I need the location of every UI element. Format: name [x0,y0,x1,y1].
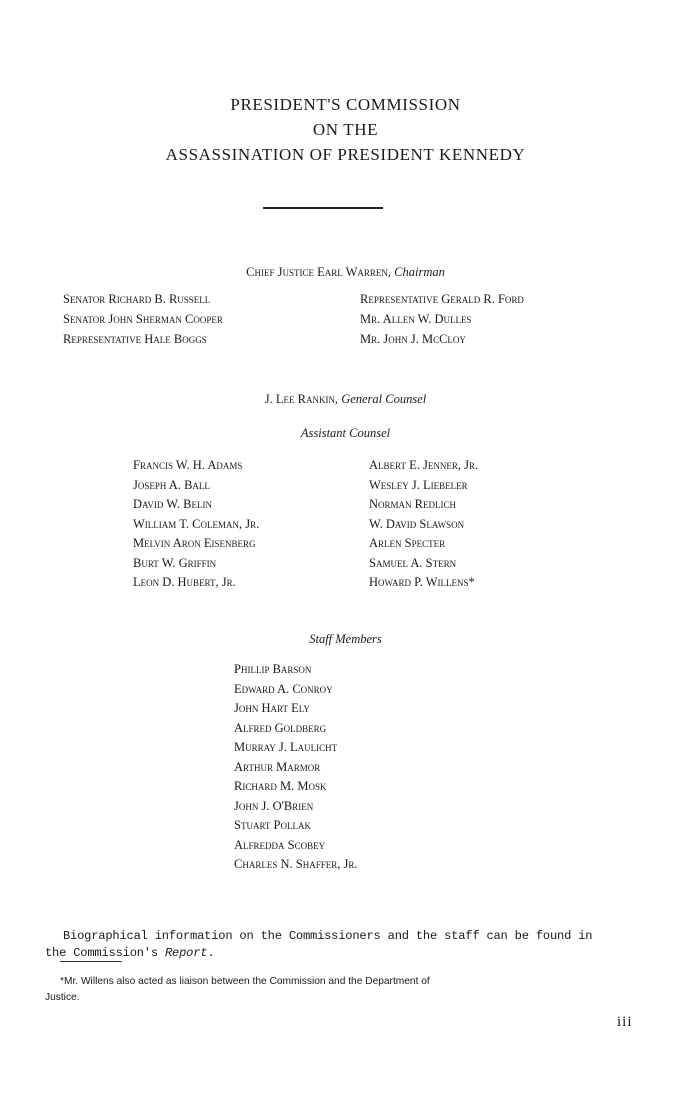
assistant-counsel-name: Samuel A. Stern [369,555,457,570]
commissioner-name: Representative Gerald R. Ford [360,292,524,306]
assistant-counsel-left [133,456,259,593]
staff-member: Stuart Pollak [234,818,311,832]
staff-member: Arthur Marmor [234,759,321,774]
staff-member: Alfred Goldberg [234,720,327,735]
assistant-counsel-name: William T. Coleman, Jr. [133,516,260,531]
commissioner-name: Representative Hale Boggs [63,332,207,347]
staff-member: Alfredda Scobey [234,837,326,852]
commissioner-name: Senator Richard B. Russell [63,292,211,306]
title-rule [263,207,383,209]
general-counsel-line [0,390,691,408]
biographical-line-1: Biographical information on the Commissioners and the staff can be found in [63,929,593,943]
biographical-line-2 [45,946,214,960]
staff-member: John J. O'Brien [234,798,314,813]
assistant-counsel-name: Melvin Aron Eisenberg [133,536,256,550]
commissioner-name: Mr. Allen W. Dulles [360,312,472,327]
assistant-counsel-right [369,456,478,593]
assistant-counsel-name: Leon D. Hubert, Jr. [133,575,236,589]
staff-member: Edward A. Conroy [234,681,333,696]
assistant-counsel-name: Albert E. Jenner, Jr. [369,458,479,472]
page-number: iii [617,1014,633,1030]
staff-member: John Hart Ely [234,701,310,715]
staff-member: Richard M. Mosk [234,779,327,793]
chairman-line [0,263,691,281]
commissioner-name: Mr. John J. McCloy [360,332,466,347]
staff-list [234,660,357,875]
biographical-suffix: . [207,946,215,960]
assistant-counsel-name: Burt W. Griffin [133,555,217,570]
staff-member: Murray J. Laulicht [234,740,338,754]
assistant-counsel-name: Norman Redlich [369,497,456,511]
staff-heading: Staff Members [309,632,382,646]
assistant-counsel-name: Wesley J. Liebeler [369,477,468,492]
commissioners-left [63,289,223,350]
assistant-counsel-name: David W. Belin [133,497,212,511]
staff-member: Phillip Barson [234,662,312,676]
title-line-3: ASSASSINATION OF PRESIDENT KENNEDY [165,145,526,164]
footnote-rule [60,961,122,962]
assistant-counsel-heading: Assistant Counsel [300,426,391,440]
chairman-name: Chief Justice Earl Warren, [246,265,392,279]
general-counsel-role: General Counsel [341,392,427,406]
chairman-role: Chairman [394,265,445,279]
footnote-line-1: *Mr. Willens also acted as liaison between the Commission and the Department of [60,976,430,987]
title-line-1: PRESIDENT'S COMMISSION [230,95,461,114]
assistant-counsel-name: Arlen Specter [369,536,446,550]
commissioners-right [360,289,524,350]
assistant-counsel-name: Joseph A. Ball [133,477,210,492]
footnote-line-2: Justice. [45,992,80,1003]
assistant-counsel-name: W. David Slawson [369,516,465,531]
general-counsel-name: J. Lee Rankin, [264,392,339,406]
report-title: Report [164,946,208,960]
title-line-2: ON THE [312,120,379,139]
assistant-counsel-name: Howard P. Willens* [369,575,475,589]
staff-member: Charles N. Shaffer, Jr. [234,857,358,871]
commissioner-name: Senator John Sherman Cooper [63,312,223,327]
assistant-counsel-name: Francis W. H. Adams [133,458,243,472]
biographical-prefix: the Commission's [45,946,165,960]
